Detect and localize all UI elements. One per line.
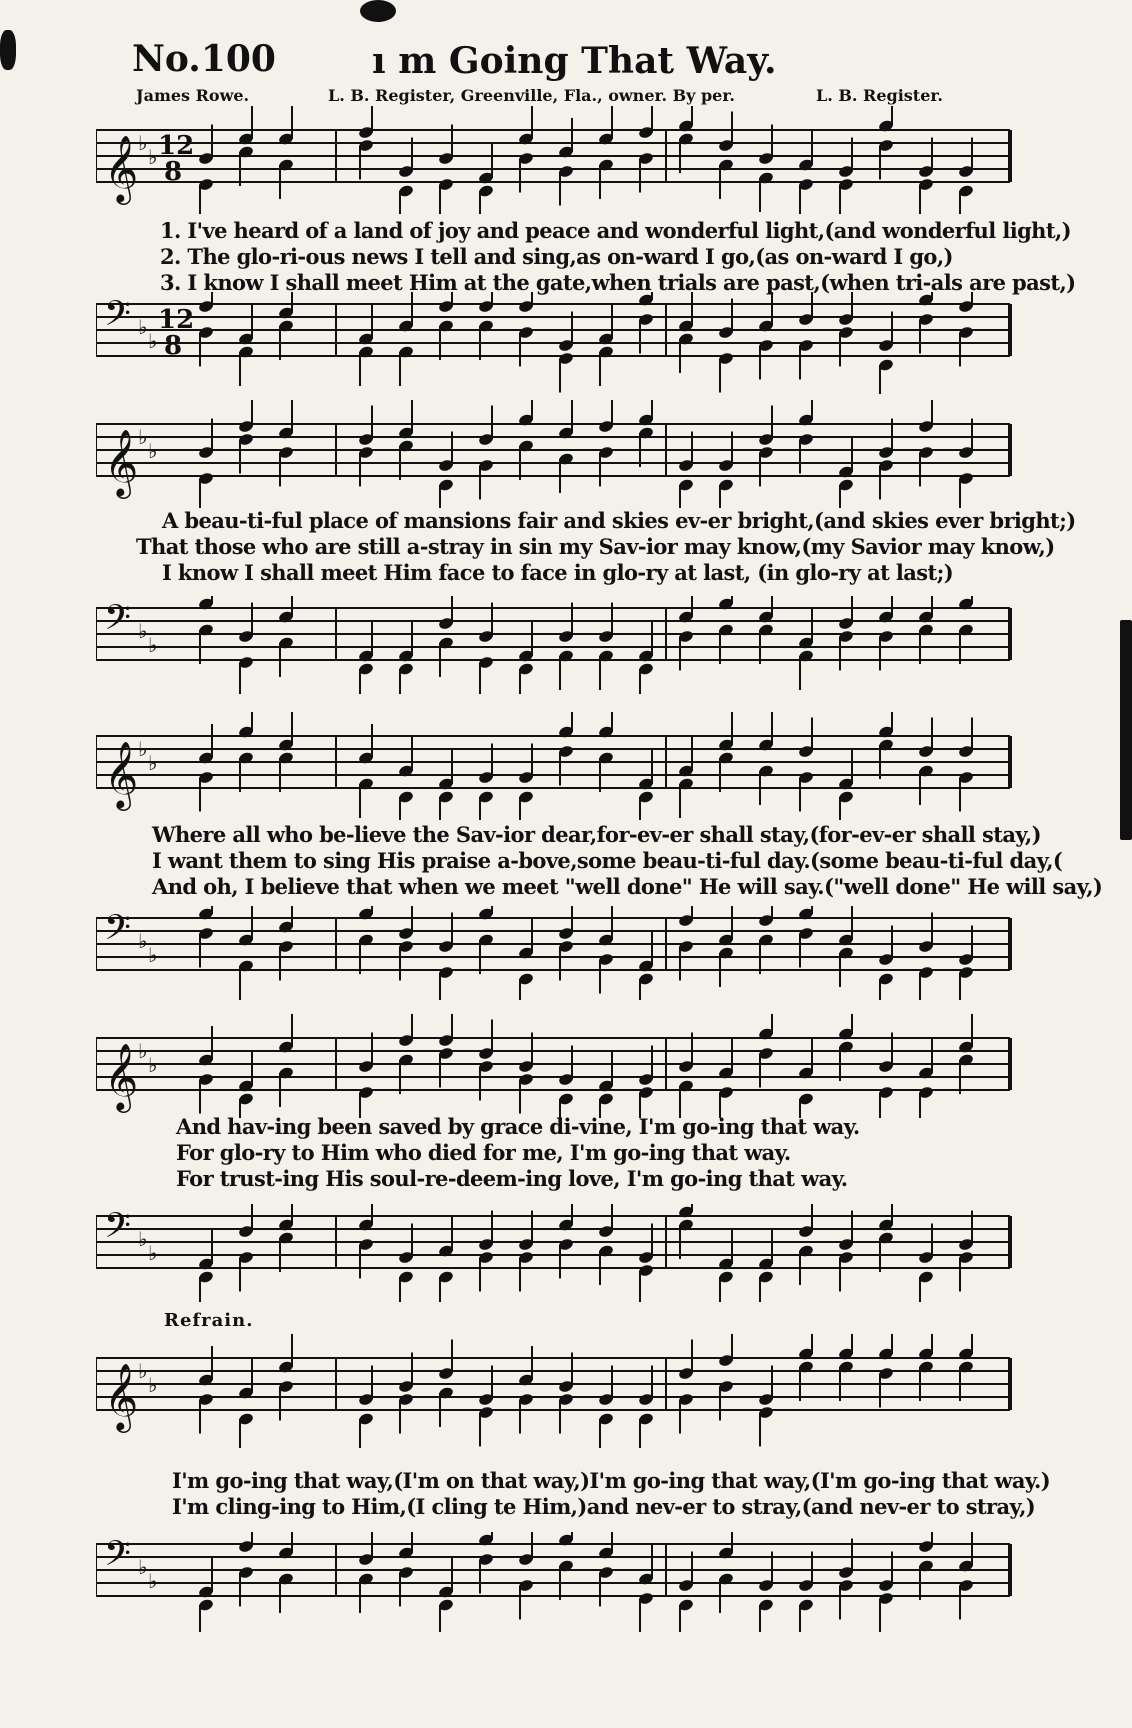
credits-line [132,86,1012,108]
bass-staff [96,596,1014,696]
flat-icon: ♭ [148,1373,158,1397]
ink-blot [360,0,396,22]
lyric-verse-2: That those who are still a-stray in sin my Sav-ior may know,(my Savior may know,) [136,534,1055,559]
lyric-verse-3: I know I shall meet Him face to face in glo-ry at last, (in glo-ry at last;) [162,560,954,585]
time-signature-bottom: 8 [164,157,183,187]
flat-icon: ♭ [138,1359,148,1383]
lyrics-block-3 [96,822,1103,902]
flat-icon: ♭ [148,633,158,657]
flat-icon: ♭ [138,737,148,761]
flat-icon: ♭ [148,1053,158,1077]
flat-icon: ♭ [138,131,148,155]
flat-icon: ♭ [138,619,148,643]
ink-blot [1120,620,1132,840]
lyric-verse-2: For glo-ry to Him who died for me, I'm go-ing that way. [176,1140,791,1165]
hymn-number: No.100 [132,38,276,80]
bass-staff [96,906,1014,1002]
flat-icon: ♭ [148,751,158,775]
composer-credit: L. B. Register. [816,86,943,105]
lyric-verse-1: Where all who be-lieve the Sav-ior dear,for-ev-er shall stay,(for-ev-er shall stay,) [152,822,1041,847]
treble-clef-icon: 𝄞 [104,1362,139,1430]
lyrics-block-refrain [96,1468,1051,1524]
flat-icon: ♭ [148,329,158,353]
lyric-verse-1: 1. I've heard of a land of joy and peace and wonderful light,(and wonderful light,) [160,218,1071,243]
music-system-2 [96,400,1076,696]
bass-clef-icon: 𝄢 [104,1533,132,1582]
flat-icon: ♭ [138,1039,148,1063]
flat-icon: ♭ [148,1241,158,1265]
lyrics-block-2 [96,508,1076,588]
lyric-refrain-2: I'm cling-ing to Him,(I cling te Him,)and nev-er to stray,(and nev-er to stray,) [172,1494,1036,1519]
bass-staff [96,1532,1014,1634]
bass-clef-icon: 𝄢 [104,907,132,956]
treble-clef-icon: 𝄞 [104,1042,139,1110]
hymn-title: ı m Going That Way. [372,40,777,82]
refrain-label: Refrain. [164,1310,254,1331]
bass-clef-icon: 𝄢 [104,293,132,342]
time-signature-top: 12 [158,305,195,335]
bass-staff [96,292,1014,396]
music-system-3 [96,700,1103,996]
treble-staff [96,712,1014,822]
bass-clef-icon: 𝄢 [104,1205,132,1254]
lyric-refrain-1: I'm go-ing that way,(I'm on that way,)I'm go-ing that way,(I'm go-ing that way.) [172,1468,1051,1493]
music-system-4 [96,1014,1014,1304]
bass-clef-icon: 𝄢 [104,597,132,646]
treble-clef-icon: 𝄞 [104,428,139,496]
lyric-verse-2: 2. The glo-ri-ous news I tell and sing,as on-ward I go,(as on-ward I go,) [160,244,953,269]
flat-icon: ♭ [138,1555,148,1579]
flat-icon: ♭ [148,145,158,169]
author-credit: James Rowe. [136,86,250,105]
time-signature-bottom: 8 [164,331,183,361]
flat-icon: ♭ [148,1569,158,1593]
hymn-header [132,38,1012,82]
treble-staff [96,106,1014,216]
flat-icon: ♭ [138,929,148,953]
copyright-credit: L. B. Register, Greenville, Fla., owner. By per. [328,86,735,105]
lyric-verse-2: I want them to sing His praise a-bove,some beau-ti-ful day.(some beau-ti-ful day,( [152,848,1063,873]
music-system-1 [96,106,1076,396]
flat-icon: ♭ [138,315,148,339]
flat-icon: ♭ [148,943,158,967]
treble-staff [96,1334,1014,1450]
flat-icon: ♭ [138,425,148,449]
flat-icon: ♭ [138,1227,148,1251]
treble-clef-icon: 𝄞 [104,740,139,808]
lyric-verse-3: For trust-ing His soul-re-deem-ing love, I'm go-ing that way. [176,1166,848,1191]
lyric-verse-1: A beau-ti-ful place of mansions fair and skies ev-er bright,(and skies ever bright;) [162,508,1076,533]
lyric-verse-1: And hav-ing been saved by grace di-vine, I'm go-ing that way. [176,1114,860,1139]
music-system-refrain [96,1334,1051,1634]
lyric-verse-3: 3. I know I shall meet Him at the gate,when trials are past,(when tri-als are past,) [160,270,1076,295]
bass-staff [96,1204,1014,1304]
lyrics-block-4 [96,1114,1014,1194]
lyric-verse-3: And oh, I believe that when we meet "well done" He will say.("well done" He will say,) [152,874,1103,899]
treble-staff [96,400,1014,510]
treble-clef-icon: 𝄞 [104,134,139,202]
lyrics-block-1 [96,218,1076,298]
flat-icon: ♭ [148,439,158,463]
ink-blot [0,30,16,70]
time-signature-top: 12 [158,131,195,161]
treble-staff [96,1014,1014,1120]
